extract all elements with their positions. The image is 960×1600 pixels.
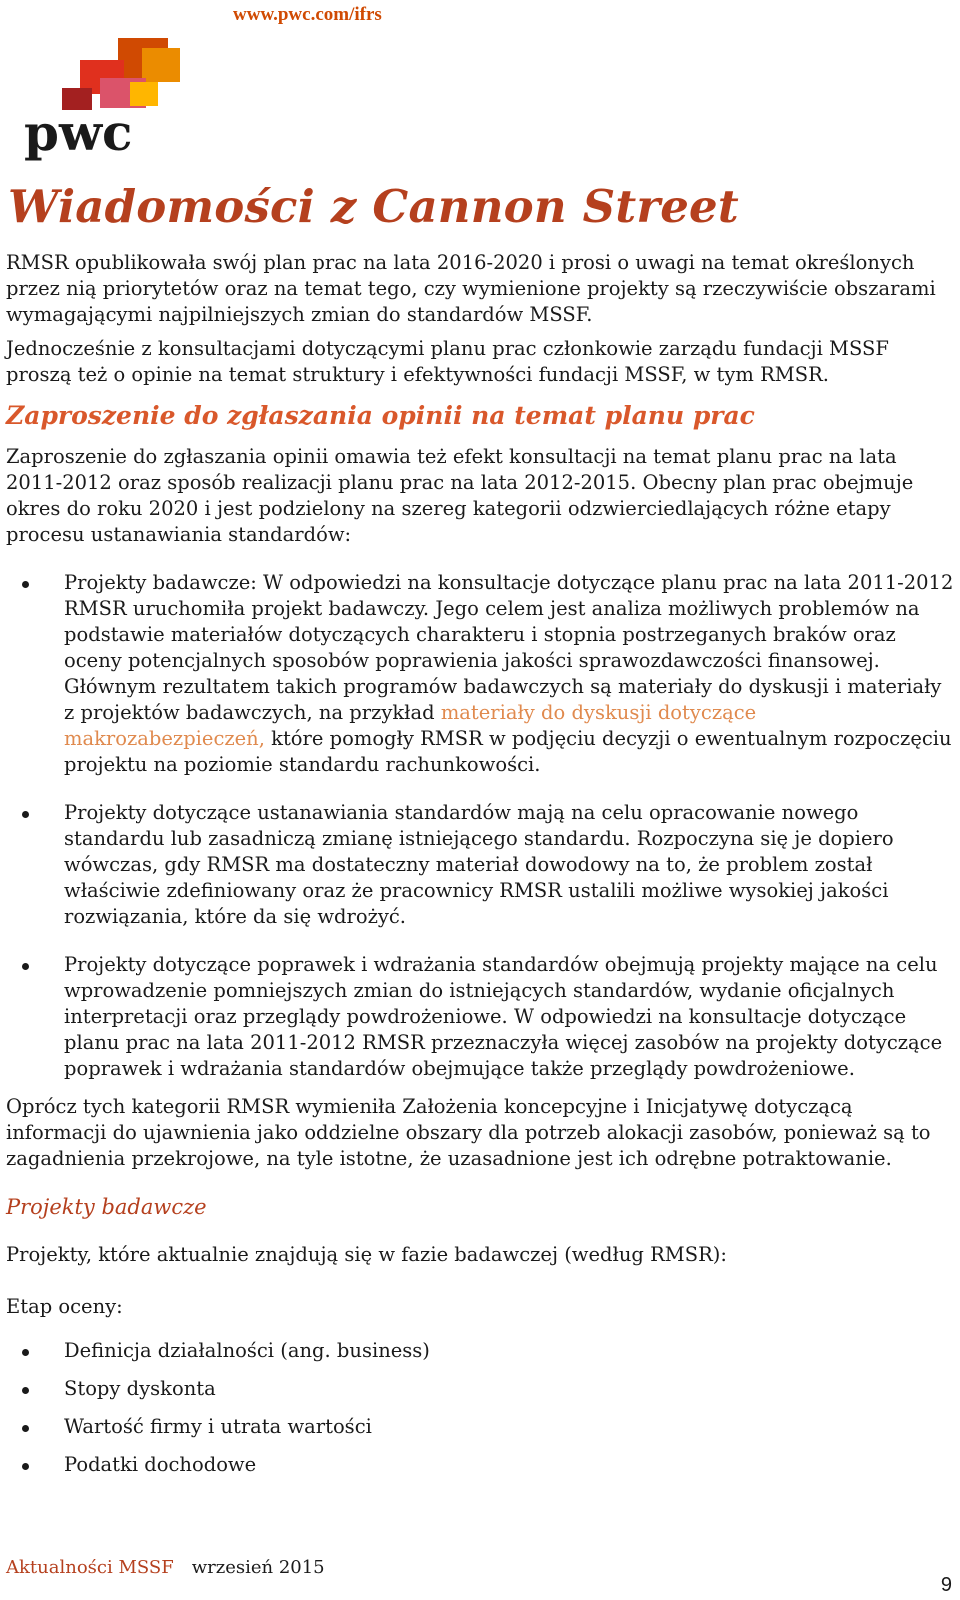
research-list <box>6 1338 956 1478</box>
footer <box>6 1557 325 1578</box>
footer-publication: Aktualności MSSF <box>6 1557 174 1578</box>
list-item: Projekty badawcze: W odpowiedzi na konsultacje dotyczące planu prac na lata 2011-2012 RMSR uruchomiła projekt badawczy. Jego celem jest analiza możliwych problemów na podstawie materiałów dotyczących charakteru i stopnia postrzeganych braków oraz oceny potencjalnych sposobów poprawienia jakości sprawozdawczości finansowej. Głównym rezultatem takich programów badawczych są materiały do dyskusji i materiały z projektów badawczych, na przykład materiały do dyskusji dotyczące makrozabezpieczeń, które pomogły RMSR w podjęciu decyzji o ewentualnym rozpoczęciu projektu na poziomie standardu rachunkowości. <box>6 570 956 778</box>
research-intro: Projekty, które aktualnie znajdują się w fazie badawczej (według RMSR): <box>6 1243 727 1266</box>
section-heading: Zaproszenie do zgłaszania opinii na temat planu prac <box>6 401 755 430</box>
footer-date: wrzesień 2015 <box>191 1557 325 1578</box>
list-item: Wartość firmy i utrata wartości <box>6 1414 956 1440</box>
bullet-icon <box>22 811 29 818</box>
list-item: Stopy dyskonta <box>6 1376 956 1402</box>
research-heading: Projekty badawcze <box>6 1195 207 1219</box>
discussion-paper-link[interactable]: materiały do dyskusji dotyczące makrozabezpieczeń, <box>64 701 757 750</box>
intro-paragraph-1: RMSR opublikowała swój plan prac na lata 2016-2020 i prosi o uwagi na temat określonych przez nią priorytetów oraz na temat tego, czy wymienione projekty są rzeczywiście obszarami wymagającymi najpilniejszych zmian do standardów MSSF. <box>6 251 936 326</box>
bullet-icon <box>22 1463 29 1470</box>
article-body <box>6 250 956 1490</box>
logo-wordmark: pwc <box>24 103 133 162</box>
page-number: 9 <box>940 1574 952 1596</box>
bullet-icon <box>22 1387 29 1394</box>
list-item: Podatki dochodowe <box>6 1452 956 1478</box>
list-item: Projekty dotyczące poprawek i wdrażania standardów obejmują projekty mające na celu wprowadzenie pomniejszych zmian do istniejących standardów, wydanie oficjalnych interpretacji oraz przeglądy powdrożeniowe. W odpowiedzi na konsultacje dotyczące planu prac na lata 2011-2012 RMSR przeznaczyła więcej zasobów na projekty dotyczące poprawek i wdrażania standardów obejmujące także przeglądy powdrożeniowe. <box>6 952 956 1082</box>
list-item: Projekty dotyczące ustanawiania standardów mają na celu opracowanie nowego standardu lub zasadniczą zmianę istniejącego standardu. Rozpoczyna się je dopiero wówczas, gdy RMSR ma dostateczny materiał dowodowy na to, że problem został właściwie zdefiniowany oraz że pracownicy RMSR ustalili możliwe wysokiej jakości rozwiązania, które da się wdrożyć. <box>6 800 956 930</box>
category-list <box>6 570 956 1082</box>
stage-label: Etap oceny: <box>6 1295 123 1318</box>
bullet-icon <box>22 1425 29 1432</box>
closing-paragraph: Oprócz tych kategorii RMSR wymieniła Założenia koncepcyjne i Inicjatywę dotyczącą informacji do ujawnienia jako oddzielne obszary dla potrzeb alokacji zasobów, ponieważ są to zagadnienia przekrojowe, na tyle istotne, że uzasadnione jest ich odrębne potraktowanie. <box>6 1095 931 1170</box>
intro-paragraph-2: Jednocześnie z konsultacjami dotyczącymi planu prac członkowie zarządu fundacji MSSF proszą też o opinie na temat struktury i efektywności fundacji MSSF, w tym RMSR. <box>6 337 889 386</box>
bullet-icon <box>22 581 29 588</box>
bullet-icon <box>22 963 29 970</box>
list-item: Definicja działalności (ang. business) <box>6 1338 956 1364</box>
header-url[interactable]: www.pwc.com/ifrs <box>233 4 382 25</box>
pwc-logo <box>22 38 182 163</box>
section-paragraph: Zaproszenie do zgłaszania opinii omawia też efekt konsultacji na temat planu prac na lata 2011-2012 oraz sposób realizacji planu prac na lata 2012-2015. Obecny plan prac obejmuje okres do roku 2020 i jest podzielony na szereg kategorii odzwierciedlających różne etapy procesu ustanawiania standardów: <box>6 445 914 546</box>
page-title: Wiadomości z Cannon Street <box>8 180 739 233</box>
bullet-icon <box>22 1349 29 1356</box>
